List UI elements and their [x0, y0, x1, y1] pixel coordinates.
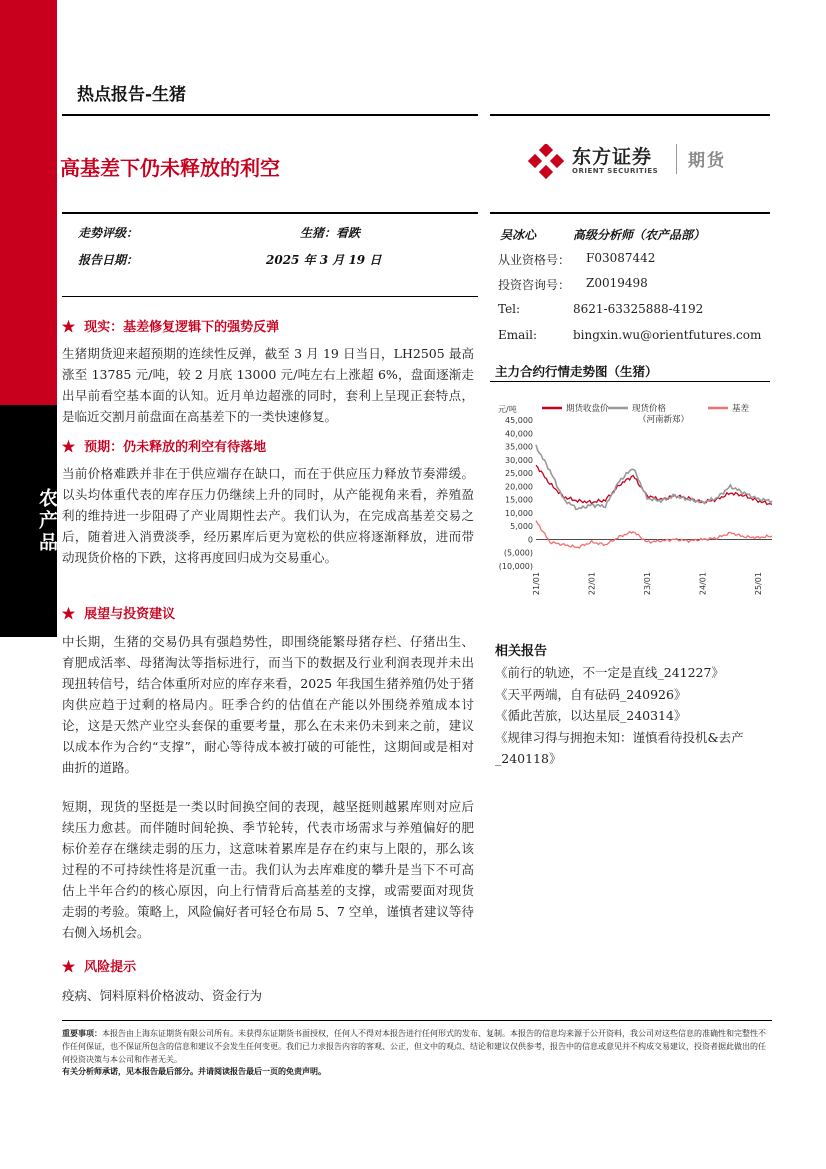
y-tick-label: 40,000 [505, 429, 533, 439]
y-tick-label: 30,000 [505, 455, 533, 465]
logo-futures-text: 期货 [688, 151, 726, 171]
analyst-name: 吴冰心 [500, 228, 537, 242]
related-reports-heading: 相关报告 [495, 644, 548, 659]
email-value[interactable]: bingxin.wu@orientfutures.com [573, 328, 762, 342]
y-tick-label: 5,000 [510, 522, 533, 532]
section-heading-outlook: ★ 展望与投资建议 [62, 607, 176, 622]
y-tick-label: 10,000 [505, 508, 533, 518]
footer-disclaimer: 重要事项：本报告由上海东证期货有限公司所有。未获得东证期货书面授权，任何人不得对本报告进行任何形式的发布、复制。本报告的信息均来源于公开资料，我公司对这些信息的准确性和完整性不作任何保证，也不保证所包含的信息和建议不会发生任何变更。我们已力求报告内容的客观、公正，但文中的观点、结论和建议仅供参考，报告中的信息或意见并不构成交易建议，投资者据此做出的任何投资决策与本公司和作者无关。 [62, 1028, 766, 1064]
x-tick-label: 21/01 [532, 572, 541, 596]
series-line-2 [536, 521, 772, 548]
sidebar-category-label: 农产品 [36, 488, 58, 554]
section-heading-expectation: ★ 预期：仍未释放的利空有待落地 [62, 440, 267, 455]
date-label: 报告日期： [78, 253, 139, 267]
footer-analyst-promise: 有关分析师承诺，见本报告最后部分。并请阅读报告最后一页的免责声明。 [62, 1066, 326, 1076]
section-outlook-paragraph-1: 中长期，生猪的交易仍具有强趋势性，即围绕能繁母猪存栏、仔猪出生、育肥成活率、母猪淘汰等指标进行，而当下的数据及行业利润表现并未出现扭转信号，结合体重所对应的库存来看，2025 年我国生猪养殖仍处于猪肉供应趋于过剩的格局内。旺季合约的估值在产能以外围绕养殖成本讨论，这是天然产业空头套保的重要考量，那么在未来仍未到来之前，建议以成本作为合约“支撑”，耐心等待成本被打破的可能性，这期间或是相对曲折的道路。 [62, 634, 474, 775]
cert-label: 从业资格号： [498, 253, 571, 267]
logo-diamond-icon [528, 144, 564, 180]
section-outlook-paragraph-2: 短期，现货的坚挺是一类以时间换空间的表现，越坚挺则越累库则对应后续压力愈甚。而伴随时间轮换、季节轮转，代表市场需求与养殖偏好的肥标价差存在继续走弱的压力，这意味着累库是存在约束与上限的，那么该过程的不可持续性将是沉重一击。我们认为去库难度的攀升是当下不可高估上半年合约的核心原因，向上行情背后高基差的支撑，或需要面对现货走弱的考验。策略上，风险偏好者可轻仓布局 5、7 空单，谨慎者建议等待右侧入场机会。 [62, 799, 474, 940]
chart-title: 主力合约行情走势图（生猪） [495, 364, 658, 379]
price-trend-chart [490, 390, 780, 610]
y-tick-label: 45,000 [505, 416, 533, 425]
y-tick-label: 25,000 [505, 469, 533, 479]
related-report-link[interactable]: 《规律习得与拥抱未知：谨慎看待投机&去产_240118》 [495, 730, 744, 766]
logo-cn-text: 东方证券 [572, 146, 653, 168]
section-heading-risk: ★ 风险提示 [62, 960, 137, 975]
header-rule-right [490, 114, 770, 116]
section-risk-paragraph: 疫病、饲料原料价格波动、资金行为 [62, 988, 263, 1003]
section-heading-reality: ★ 现实：基差修复逻辑下的强势反弹 [62, 320, 280, 335]
x-tick-label: 25/01 [754, 572, 764, 596]
x-tick-label: 22/01 [587, 572, 597, 596]
header-rule-left [62, 114, 478, 116]
y-tick-label: (5,000) [503, 548, 533, 558]
y-tick-label: 20,000 [505, 482, 533, 492]
consult-value: Z0019498 [586, 276, 648, 290]
y-tick-label: 35,000 [505, 442, 533, 452]
section-expectation-paragraph: 当前价格难跌并非在于供应端存在缺口，而在于供应压力释放节奏滞缓。以头均体重代表的库存压力仍继续上升的同时，从产能视角来看，养殖盈利的维持进一步阻碍了产业周期性去产。我们认为，在完成高基差交易之后，随着进入消费淡季，经历累库后更为宽松的供应将逐渐释放，进而带动现货价格的下跌，这将再度回归成为交易重心。 [62, 466, 474, 565]
footer-rule [62, 1020, 772, 1021]
consult-label: 投资咨询号： [498, 278, 571, 292]
chart-title-rule [490, 381, 770, 382]
section-reality-paragraph: 生猪期货迎来超预期的连续性反弹，截至 3 月 19 日当日，LH2505 最高涨至 13785 元/吨，较 2 月底 13000 元/吨左右上涨超 6%，盘面逐渐走出早前看空基本面的认知。近月单边超涨的同时，套利上呈现正套特点，是临近交割月前盘面在高基差下的一类快速修复。 [62, 346, 474, 424]
trend-value: 生猪：看跌 [300, 226, 361, 240]
y-tick-label: (10,000) [498, 562, 533, 571]
legend-label: 期货收盘价 [566, 404, 609, 414]
legend-label: 现货价格 [632, 404, 667, 414]
trend-label: 走势评级： [78, 226, 139, 240]
company-logo [528, 140, 768, 180]
y-tick-label: 15,000 [505, 495, 533, 505]
x-tick-label: 24/01 [698, 572, 708, 596]
meta-rule-top-right [490, 212, 770, 214]
x-tick-label: 23/01 [643, 572, 653, 596]
cert-value: F03087442 [586, 251, 656, 265]
logo-en-text: ORIENT SECURITIES [572, 167, 659, 175]
email-label: Email: [498, 328, 538, 342]
related-report-link[interactable]: 《天平两端，自有砝码_240926》 [495, 687, 687, 702]
report-type-label: 热点报告-生猪 [77, 85, 187, 105]
sidebar-red-band [0, 0, 57, 405]
tel-label: Tel: [498, 302, 521, 316]
analyst-title: 高级分析师（农产品部） [573, 228, 706, 242]
tel-value: 8621-63325888-4192 [573, 302, 704, 316]
page-title: 高基差下仍未释放的利空 [60, 156, 280, 180]
y-tick-label: 0 [527, 535, 533, 545]
legend-label-sub: （河南新郑） [638, 415, 690, 425]
related-report-link[interactable]: 《前行的轨迹，不一定是直线_241227》 [495, 665, 724, 680]
date-value: 2025 年 3 月 19 日 [266, 253, 382, 267]
meta-rule-top-left [62, 212, 478, 214]
legend-label: 基差 [732, 404, 750, 414]
logo-separator [676, 144, 677, 174]
y-axis-unit-label: 元/吨 [498, 405, 517, 414]
meta-rule-bottom [62, 296, 478, 297]
related-report-link[interactable]: 《循此苦旅，以达星辰_240314》 [495, 708, 687, 723]
